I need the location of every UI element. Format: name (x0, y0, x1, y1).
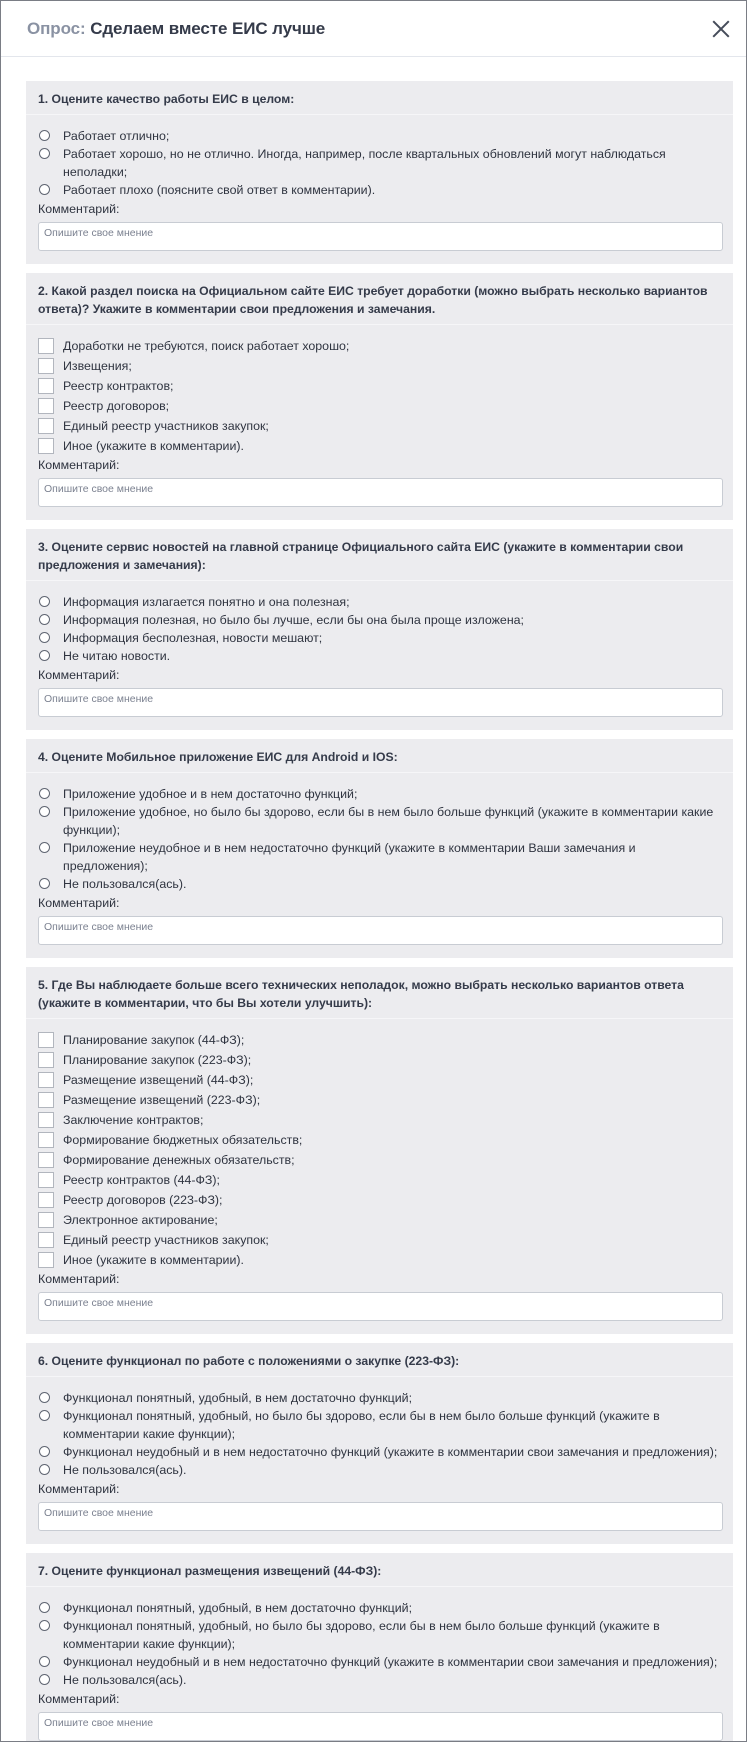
options-list (36, 773, 723, 893)
checkbox[interactable] (38, 398, 54, 414)
checkbox-option[interactable] (36, 1091, 723, 1109)
option-label: Функционал понятный, удобный, в нем достаточно функций; (63, 1601, 413, 1615)
radio-option[interactable] (36, 803, 723, 839)
radio-button[interactable] (39, 596, 50, 607)
checkbox-option[interactable] (36, 1111, 723, 1129)
question-card (26, 529, 733, 730)
comment-label: Комментарий: (38, 458, 120, 472)
checkbox[interactable] (38, 1072, 54, 1088)
option-label: Электронное актирование; (63, 1213, 218, 1227)
question-title: 6. Оцените функционал по работе с положениями о закупке (223-ФЗ): (26, 1343, 733, 1377)
question-title: 5. Где Вы наблюдаете больше всего технических неполадок, можно выбрать несколько вариантов ответа (укажите в комментарии, что бы Вы хотели улучшить): (26, 967, 733, 1019)
dialog-title-text: Сделаем вместе ЕИС лучше (90, 18, 326, 38)
question-card (26, 81, 733, 264)
question-title: 1. Оцените качество работы ЕИС в целом: (26, 81, 733, 115)
radio-button[interactable] (39, 184, 50, 195)
radio-option[interactable] (36, 629, 723, 647)
option-label: Не пользовался(ась). (63, 877, 187, 891)
comment-input[interactable]: Опишите свое мнение (38, 1502, 723, 1531)
checkbox[interactable] (38, 1132, 54, 1148)
option-label: Функционал понятный, удобный, но было бы здорово, если бы в нем было больше функций (укажите в комментарии какие функции); (63, 1409, 660, 1441)
option-label: Планирование закупок (223-ФЗ); (63, 1053, 252, 1067)
option-label: Приложение неудобное и в нем недостаточно функций (укажите в комментарии Ваши замечания и предложения); (63, 841, 636, 873)
checkbox[interactable] (38, 1212, 54, 1228)
comment-label: Комментарий: (38, 1272, 120, 1286)
radio-option[interactable] (36, 1617, 723, 1653)
option-label: Приложение удобное и в нем достаточно функций; (63, 787, 358, 801)
question-card (26, 967, 733, 1334)
radio-option[interactable] (36, 1599, 723, 1617)
radio-option[interactable] (36, 1443, 723, 1461)
options-list (36, 325, 723, 455)
option-label: Реестр договоров (223-ФЗ); (63, 1193, 223, 1207)
checkbox-option[interactable] (36, 1191, 723, 1209)
checkbox-option[interactable] (36, 1031, 723, 1049)
option-label: Единый реестр участников закупок; (63, 419, 269, 433)
comment-input[interactable]: Опишите свое мнение (38, 222, 723, 251)
checkbox-option[interactable] (36, 1231, 723, 1249)
option-label: Единый реестр участников закупок; (63, 1233, 269, 1247)
comment-input[interactable]: Опишите свое мнение (38, 688, 723, 717)
comment-input[interactable]: Опишите свое мнение (38, 478, 723, 507)
dialog-title (27, 19, 325, 39)
checkbox[interactable] (38, 378, 54, 394)
options-list (36, 1587, 723, 1689)
radio-option[interactable] (36, 1389, 723, 1407)
option-label: Не пользовался(ась). (63, 1463, 187, 1477)
option-label: Функционал неудобный и в нем недостаточно функций (укажите в комментарии свои замечания и предложения); (63, 1655, 718, 1669)
checkbox[interactable] (38, 1152, 54, 1168)
option-label: Информация полезная, но было бы лучше, если бы она была проще изложена; (63, 613, 524, 627)
option-label: Планирование закупок (44-ФЗ); (63, 1033, 245, 1047)
checkbox-option[interactable] (36, 1151, 723, 1169)
comment-label: Комментарий: (38, 1482, 120, 1496)
radio-button[interactable] (39, 1620, 50, 1631)
option-label: Иное (укажите в комментарии). (63, 1253, 244, 1267)
checkbox[interactable] (38, 1032, 54, 1048)
radio-option[interactable] (36, 1407, 723, 1443)
question-title: 2. Какой раздел поиска на Официальном сайте ЕИС требует доработки (можно выбрать несколько вариантов ответа)? Укажите в комментарии свои предложения и замечания. (26, 273, 733, 325)
comment-label: Комментарий: (38, 896, 120, 910)
option-label: Формирование бюджетных обязательств; (63, 1133, 303, 1147)
close-icon[interactable] (710, 18, 732, 40)
option-label: Реестр контрактов (44-ФЗ); (63, 1173, 220, 1187)
radio-button[interactable] (39, 148, 50, 159)
option-label: Формирование денежных обязательств; (63, 1153, 295, 1167)
comment-label: Комментарий: (38, 668, 120, 682)
checkbox[interactable] (38, 1092, 54, 1108)
radio-button[interactable] (39, 1674, 50, 1685)
comment-input[interactable]: Опишите свое мнение (38, 916, 723, 945)
radio-option[interactable] (36, 1461, 723, 1479)
options-list (36, 1377, 723, 1479)
checkbox[interactable] (38, 1252, 54, 1268)
question-title: 4. Оцените Мобильное приложение ЕИС для Android и IOS: (26, 739, 733, 773)
checkbox[interactable] (38, 1232, 54, 1248)
option-label: Реестр контрактов; (63, 379, 174, 393)
checkbox-option[interactable] (36, 1071, 723, 1089)
checkbox[interactable] (38, 338, 54, 354)
checkbox-option[interactable] (36, 1131, 723, 1149)
dialog-title-prefix: Опрос: (27, 18, 86, 38)
checkbox[interactable] (38, 1192, 54, 1208)
checkbox-option[interactable] (36, 337, 723, 355)
option-label: Работает отлично; (63, 129, 170, 143)
option-label: Не читаю новости. (63, 649, 171, 663)
checkbox-option[interactable] (36, 1171, 723, 1189)
radio-button[interactable] (39, 788, 50, 799)
question-title: 7. Оцените функционал размещения извещений (44-ФЗ): (26, 1553, 733, 1587)
checkbox-option[interactable] (36, 357, 723, 375)
options-list (36, 1019, 723, 1269)
radio-button[interactable] (39, 614, 50, 625)
question-card (26, 1553, 733, 1742)
radio-option[interactable] (36, 1653, 723, 1671)
checkbox[interactable] (38, 1112, 54, 1128)
radio-option[interactable] (36, 785, 723, 803)
radio-button[interactable] (39, 1410, 50, 1421)
radio-button[interactable] (39, 806, 50, 817)
radio-option[interactable] (36, 611, 723, 629)
radio-option[interactable] (36, 127, 723, 145)
radio-button[interactable] (39, 1602, 50, 1613)
option-label: Работает плохо (поясните свой ответ в комментарии). (63, 183, 376, 197)
option-label: Функционал понятный, удобный, в нем достаточно функций; (63, 1391, 413, 1405)
checkbox[interactable] (38, 358, 54, 374)
checkbox-option[interactable] (36, 417, 723, 435)
checkbox-option[interactable] (36, 437, 723, 455)
comment-input[interactable]: Опишите свое мнение (38, 1712, 723, 1741)
radio-option[interactable] (36, 145, 723, 181)
radio-option[interactable] (36, 593, 723, 611)
radio-option[interactable] (36, 647, 723, 665)
checkbox-option[interactable] (36, 397, 723, 415)
radio-button[interactable] (39, 650, 50, 661)
comment-input[interactable]: Опишите свое мнение (38, 1292, 723, 1321)
checkbox-option[interactable] (36, 1211, 723, 1229)
option-label: Не пользовался(ась). (63, 1673, 187, 1687)
radio-option[interactable] (36, 875, 723, 893)
checkbox[interactable] (38, 1172, 54, 1188)
question-card (26, 273, 733, 520)
checkbox-option[interactable] (36, 377, 723, 395)
options-list (36, 581, 723, 665)
option-label: Извещения; (63, 359, 132, 373)
radio-option[interactable] (36, 181, 723, 199)
checkbox[interactable] (38, 418, 54, 434)
option-label: Работает хорошо, но не отлично. Иногда, например, после квартальных обновлений могут наблюдаться неполадки; (63, 147, 666, 179)
checkbox-option[interactable] (36, 1051, 723, 1069)
radio-button[interactable] (39, 632, 50, 643)
option-label: Функционал неудобный и в нем недостаточно функций (укажите в комментарии свои замечания и предложения); (63, 1445, 718, 1459)
option-label: Реестр договоров; (63, 399, 170, 413)
radio-option[interactable] (36, 1671, 723, 1689)
radio-button[interactable] (39, 1392, 50, 1403)
option-label: Информация бесполезная, новости мешают; (63, 631, 323, 645)
checkbox-option[interactable] (36, 1251, 723, 1269)
options-list (36, 115, 723, 199)
option-label: Иное (укажите в комментарии). (63, 439, 244, 453)
option-label: Доработки не требуются, поиск работает хорошо; (63, 339, 350, 353)
question-card (26, 1343, 733, 1544)
option-label: Функционал понятный, удобный, но было бы здорово, если бы в нем было больше функций (укажите в комментарии какие функции); (63, 1619, 660, 1651)
comment-label: Комментарий: (38, 1692, 120, 1706)
questions-list (1, 57, 746, 1742)
radio-button[interactable] (39, 1446, 50, 1457)
radio-button[interactable] (39, 1464, 50, 1475)
option-label: Размещение извещений (223-ФЗ); (63, 1093, 261, 1107)
radio-button[interactable] (39, 1656, 50, 1667)
radio-button[interactable] (39, 842, 50, 853)
radio-button[interactable] (39, 878, 50, 889)
radio-option[interactable] (36, 839, 723, 875)
comment-label: Комментарий: (38, 202, 120, 216)
option-label: Приложение удобное, но было бы здорово, если бы в нем было больше функций (укажите в комментарии какие функции); (63, 805, 714, 837)
dialog-header (1, 1, 746, 57)
option-label: Информация излагается понятно и она полезная; (63, 595, 350, 609)
checkbox[interactable] (38, 438, 54, 454)
option-label: Заключение контрактов; (63, 1113, 204, 1127)
option-label: Размещение извещений (44-ФЗ); (63, 1073, 254, 1087)
question-title: 3. Оцените сервис новостей на главной странице Официального сайта ЕИС (укажите в комментарии свои предложения и замечания): (26, 529, 733, 581)
checkbox[interactable] (38, 1052, 54, 1068)
radio-button[interactable] (39, 130, 50, 141)
question-card (26, 739, 733, 958)
